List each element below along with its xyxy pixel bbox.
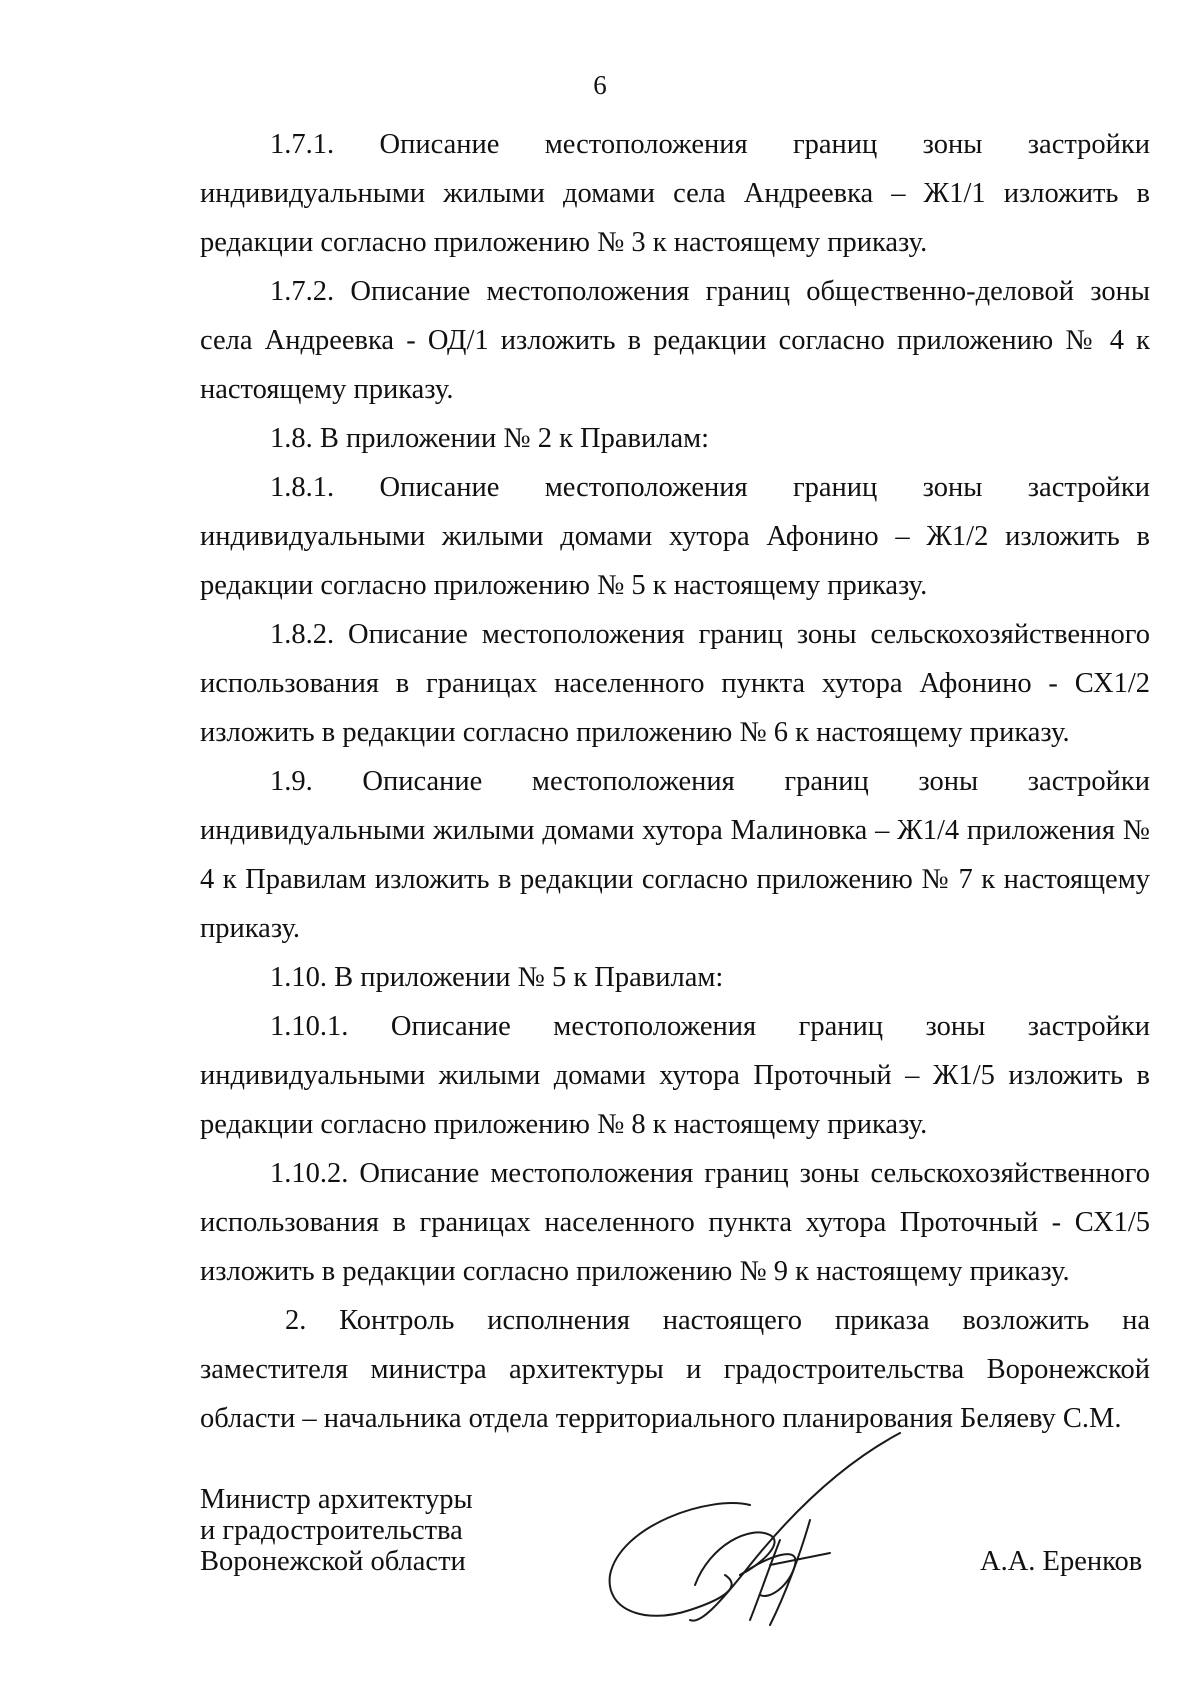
document-body — [200, 120, 1150, 1443]
paragraph-1-8-2: 1.8.2. Описание местоположения границ зоны сельскохозяйственного использования в границах населенного пункта хутора Афонино - СХ1/2 изложить в редакции согласно приложению № 6 к настоящему приказу. — [200, 619, 1150, 748]
signatory-position-line-2: и градостроительства — [200, 1515, 463, 1546]
signatory-position — [200, 1484, 473, 1577]
paragraph-1-7-1: 1.7.1. Описание местоположения границ зоны застройки индивидуальными жилыми домами села Андреевка – Ж1/1 изложить в редакции согласно приложению № 3 к настоящему приказу. — [200, 129, 1150, 258]
paragraph-1-10-2: 1.10.2. Описание местоположения границ зоны сельскохозяйственного использования в границах населенного пункта хутора Проточный - СХ1/5 изложить в редакции согласно приложению № 9 к настоящему приказу. — [200, 1158, 1150, 1287]
page-number: 6 — [593, 70, 607, 100]
paragraph-1-10: 1.10. В приложении № 5 к Правилам: — [270, 962, 724, 993]
paragraph-1-8-1: 1.8.1. Описание местоположения границ зоны застройки индивидуальными жилыми домами хутора Афонино – Ж1/2 изложить в редакции согласно приложению № 5 к настоящему приказу. — [200, 472, 1150, 601]
handwritten-signature — [600, 1425, 910, 1635]
signer-name: А.А. Еренков — [980, 1546, 1143, 1577]
signatory-position-line-1: Министр архитектуры — [200, 1484, 473, 1515]
paragraph-1-7-2: 1.7.2. Описание местоположения границ общественно-деловой зоны села Андреевка - ОД/1 изложить в редакции согласно приложению № 4 к настоящему приказу. — [200, 276, 1150, 405]
signatory-position-line-3: Воронежской области — [200, 1546, 466, 1577]
paragraph-2: 2. Контроль исполнения настоящего приказа возложить на заместителя министра архитектуры и градостроительства Воронежской области – начальника отдела территориального планирования Беляеву С.М. — [200, 1305, 1150, 1434]
paragraph-1-8: 1.8. В приложении № 2 к Правилам: — [270, 423, 710, 454]
paragraph-1-10-1: 1.10.1. Описание местоположения границ зоны застройки индивидуальными жилыми домами хутора Проточный – Ж1/5 изложить в редакции согласно приложению № 8 к настоящему приказу. — [200, 1011, 1150, 1140]
paragraph-1-9: 1.9. Описание местоположения границ зоны застройки индивидуальными жилыми домами хутора Малиновка – Ж1/4 приложения № 4 к Правилам изложить в редакции согласно приложению № 7 к настоящему приказу. — [200, 766, 1150, 944]
